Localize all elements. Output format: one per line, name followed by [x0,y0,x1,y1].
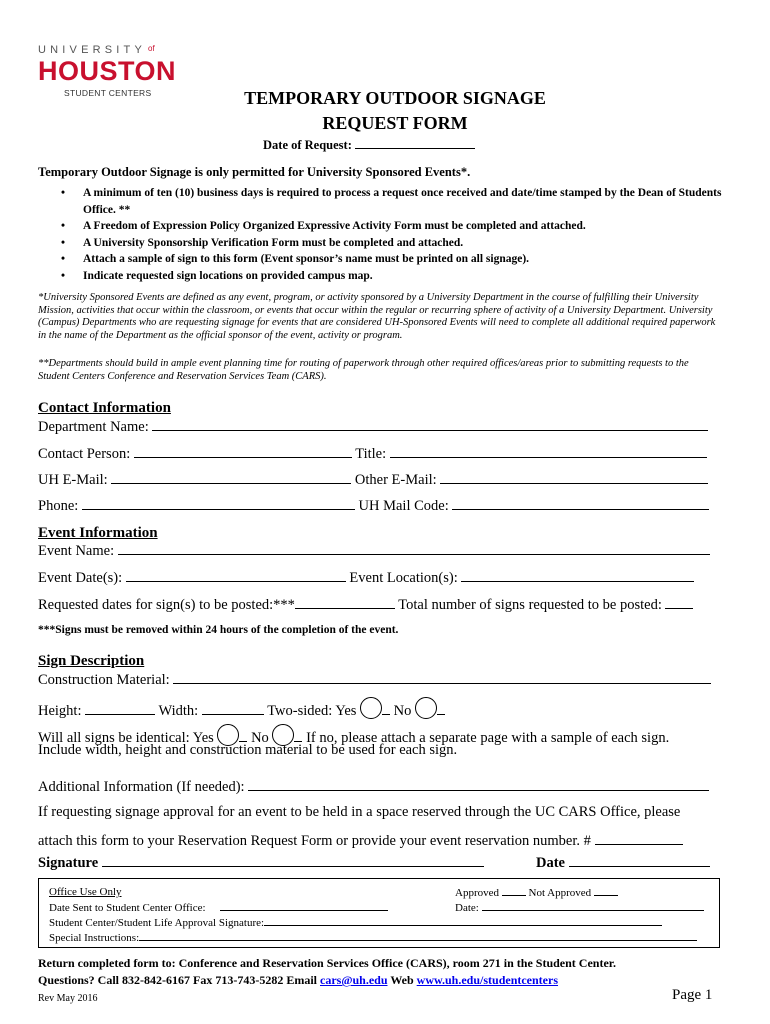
additional-row: Additional Information (If needed): [38,778,709,796]
contact-person-row: Contact Person: Title: [38,445,707,463]
special-instructions-field[interactable] [139,931,697,941]
phone-field[interactable] [82,497,355,510]
list-item: • A Freedom of Expression Policy Organized Expressive Activity Form must be completed and attached. [38,218,728,235]
office-use-box [38,878,720,948]
dimensions-row: Height: Width: Two-sided: Yes No [38,697,445,720]
height-field[interactable] [85,702,155,715]
event-heading: Event Information [38,525,158,541]
approval-signature-row: Student Center/Student Life Approval Signature: [49,916,662,929]
date-sent-row: Date Sent to Student Center Office: [49,901,388,914]
two-sided-no-radio[interactable] [415,697,437,719]
approved-field[interactable] [502,886,526,896]
title-line-1: TEMPORARY OUTDOOR SIGNAGE [244,88,546,108]
requested-dates-field[interactable] [295,596,395,609]
other-email-field[interactable] [440,471,708,484]
event-locations-field[interactable] [461,569,694,582]
contact-person-field[interactable] [134,445,352,458]
two-sided-yes-radio[interactable] [360,697,382,719]
intro-text: Temporary Outdoor Signage is only permitted for University Sponsored Events*. [38,165,471,179]
return-instructions: Return completed form to: Conference and Reservation Services Office (CARS), room 271 in the Student Center. [38,956,617,970]
sponsored-events-note: *University Sponsored Events are defined as any event, program, or activity sponsored by a University Department in the course of fulfilling their University Mission, activities that occur within the classroom, or events that occur within the regular or recurring sphere of activity of a University Department. University (Campus) Departments who are requesting signage for events that are considered UH-Sponsored Events will need to complete all additional required paperwork in the name of the Department as the official sponsor of the event, activity or program. [38,292,716,341]
width-field[interactable] [202,702,264,715]
event-name-field[interactable] [118,542,710,555]
special-instructions-row: Special Instructions: [49,931,697,944]
event-dates-field[interactable] [126,569,346,582]
phone-row: Phone: UH Mail Code: [38,497,709,515]
email-link[interactable]: cars@uh.edu [320,973,388,987]
website-link[interactable]: www.uh.edu/studentcenters [416,973,559,987]
cars-note-2-row: attach this form to your Reservation Request Form or provide your event reservation number. # [38,832,683,850]
list-item: • Attach a sample of sign to this form (Event sponsor’s name must be printed on all signage). [38,251,728,268]
logo-houston-text: HOUSTON [38,56,177,86]
department-row: Department Name: [38,418,708,436]
requirements-list [38,185,728,284]
event-dates-row: Event Date(s): Event Location(s): [38,569,694,587]
contact-heading: Contact Information [38,400,171,416]
department-name-field[interactable] [152,418,708,431]
form-title [195,86,595,136]
date-sent-field[interactable] [220,901,388,911]
list-item: • A minimum of ten (10) business days is required to process a request once received and date/time stamped by the Dean of Students Office. ** [38,185,728,218]
date-row: Date [536,854,710,872]
list-item: • A University Sponsorship Verification Form must be completed and attached. [38,235,728,252]
title-field[interactable] [390,445,707,458]
signature-date-field[interactable] [569,854,710,867]
reservation-number-field[interactable] [595,832,683,845]
logo-university-text: UNIVERSITY $^{of}$ [38,44,155,56]
sign-heading: Sign Description [38,653,145,669]
approval-signature-field[interactable] [264,916,662,926]
email-row: UH E-Mail: Other E-Mail: [38,471,708,489]
not-approved-field[interactable] [594,886,618,896]
approved-row: Approved Not Approved [455,886,618,899]
event-name-row: Event Name: [38,542,710,560]
date-of-request-field[interactable] [355,136,475,149]
uh-email-field[interactable] [111,471,351,484]
removal-note: ***Signs must be removed within 24 hours of the completion of the event. [38,624,399,636]
list-item: • Indicate requested sign locations on provided campus map. [38,268,728,285]
page-number: Page 1 [672,987,713,1003]
requested-dates-row: Requested dates for sign(s) to be posted:*** Total number of signs requested to be posted: [38,596,693,614]
signature-field[interactable] [102,854,484,867]
date-of-request: Date of Request: [263,136,475,153]
uh-mail-code-field[interactable] [452,497,709,510]
additional-info-field[interactable] [248,778,709,791]
identical-row: Will all signs be identical: Yes No If no, please attach a separate page with a sample of each sign. [38,724,669,747]
title-line-2: REQUEST FORM [322,113,468,133]
questions-line: Questions? Call 832-842-6167 Fax 713-743-5282 Email cars@uh.edu Web www.uh.edu/studentcenters [38,973,559,987]
material-row: Construction Material: [38,671,711,689]
office-use-title: Office Use Only [49,886,122,898]
university-logo [38,44,188,98]
office-date-row: Date: [455,901,704,914]
construction-material-field[interactable] [173,671,711,684]
office-date-field[interactable] [482,901,704,911]
departments-note: **Departments should build in ample event planning time for routing of paperwork through other required offices/areas prior to submitting requests to the Student Centers Conference and Reservation Services Team (CARS). [38,358,689,382]
total-signs-field[interactable] [665,596,693,609]
revision-date: Rev May 2016 [38,993,98,1004]
signature-row: Signature [38,854,484,872]
logo-student-centers-text: STUDENT CENTERS [64,88,152,98]
cars-note-1: If requesting signage approval for an event to be held in a space reserved through the UC CARS Office, please [38,804,681,820]
include-note: Include width, height and construction material to be used for each sign. [38,742,458,758]
